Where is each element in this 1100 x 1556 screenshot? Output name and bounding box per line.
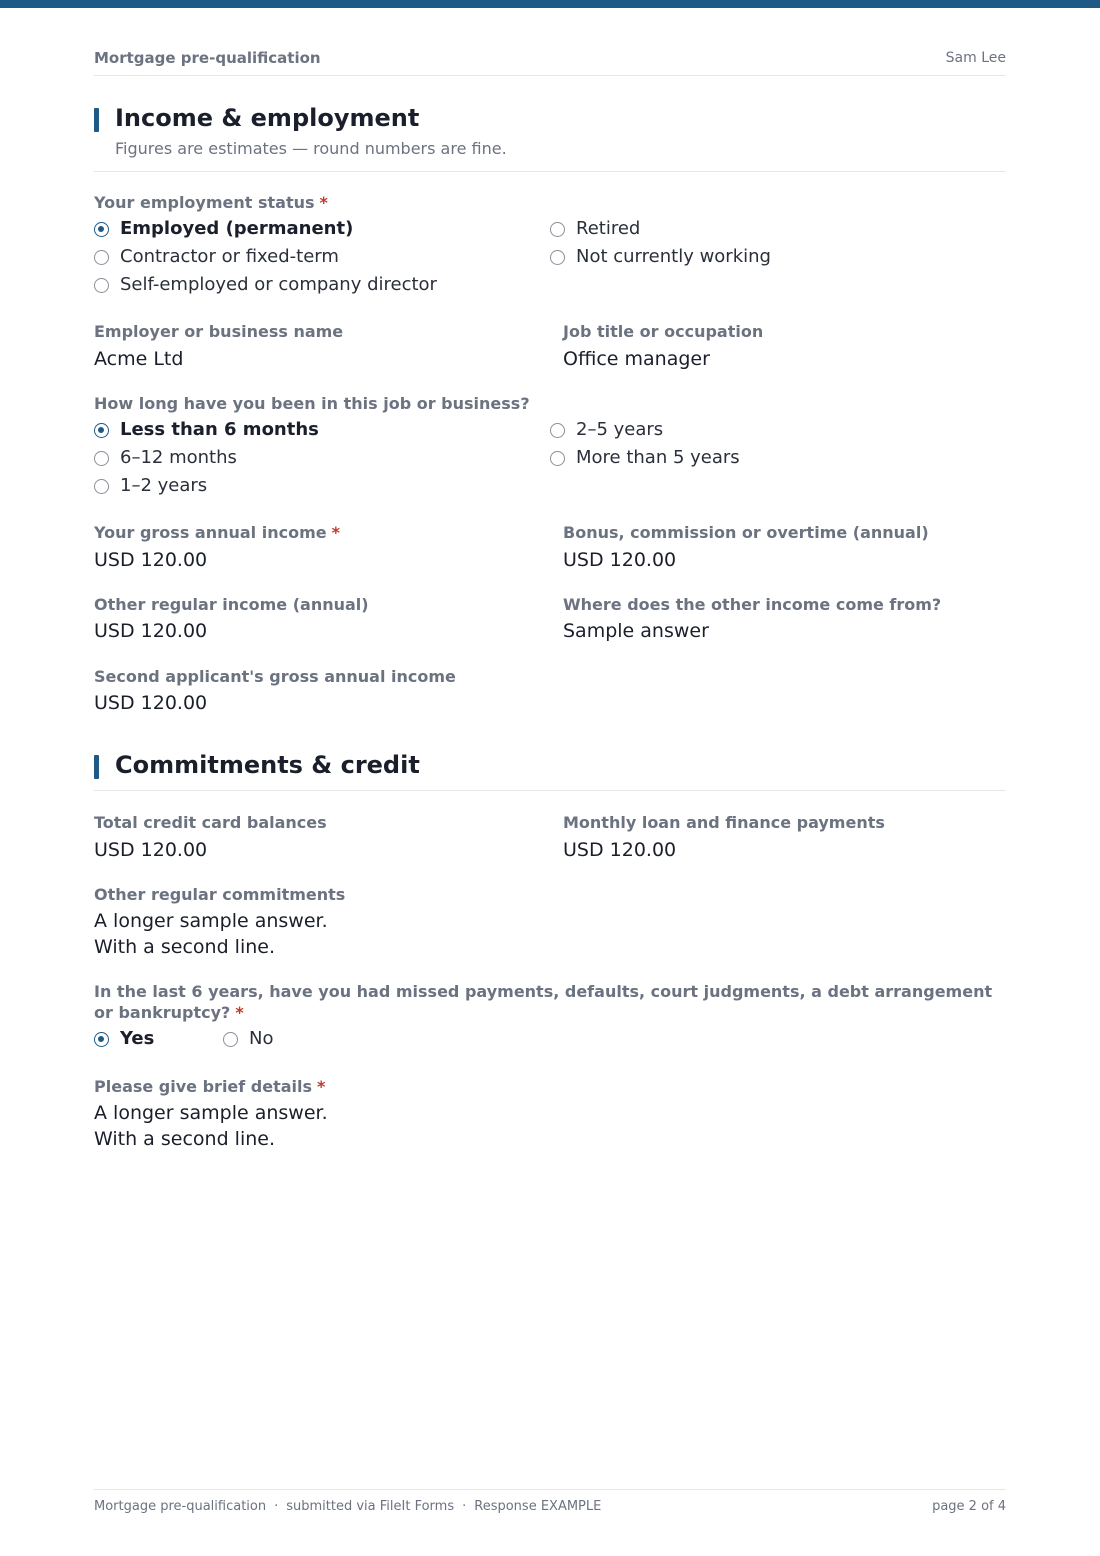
- details-value-line1: A longer sample answer.: [94, 1102, 328, 1124]
- form-page: Mortgage pre-qualification Sam Lee Income & employment Figures are estimates — round numbers are fine. Your employment status * Employed (permanent) Contractor or fixed-term Self-employed or company director Retired Not currently working Employer or business name Acme Ltd Job title or occupation Office manager How long have you been in this job or business? Less than 6 months 6–12 months 1–2 years 2–5 years More than 5 years Your gross annual income * USD 120.00 Bonus, commission or overtime (annual) USD 120.00 Other regular income (annual) USD 120.00 Where does the other income come from? Sample answer Second applicant's gross annual income USD 120.00 Commitments & credit Total credit card balances USD 120.00 Monthly loan and finance payments USD 120.00 Other regular commitments A longer sample answer. With a second line. In the last 6 years, have you had missed payments, defaults, court judgments, a debt arrangement or bankruptcy? * Yes No Please give brief details * A longer sample answer. With a second line. Mortgage pre-qualification · submitted via FileIt Forms · Response EXAMPLE page 2 of 4: [94, 49, 1006, 1514]
- radio-icon[interactable]: [550, 423, 565, 438]
- page-number: page 2 of 4: [932, 1499, 1006, 1514]
- page-header: [94, 48, 1006, 76]
- section-divider: [94, 171, 1006, 172]
- radio-icon[interactable]: [550, 222, 565, 237]
- employment-status-label: Your employment status *: [94, 193, 328, 212]
- form-title: Mortgage pre-qualification: [94, 49, 321, 67]
- credit-card-balances-label: Total credit card balances: [94, 813, 327, 832]
- other-commitments-label: Other regular commitments: [94, 885, 346, 904]
- other-income-source-value: Sample answer: [563, 620, 709, 642]
- radio-icon[interactable]: [223, 1032, 238, 1047]
- other-income-value: USD 120.00: [94, 620, 208, 642]
- employer-value: Acme Ltd: [94, 348, 184, 370]
- radio-icon[interactable]: [550, 451, 565, 466]
- bonus-income-label: Bonus, commission or overtime (annual): [563, 523, 929, 542]
- section-divider: [94, 790, 1006, 791]
- bonus-income-value: USD 120.00: [563, 549, 677, 571]
- details-label: Please give brief details *: [94, 1077, 326, 1096]
- loan-payments-label: Monthly loan and finance payments: [563, 813, 885, 832]
- loan-payments-value: USD 120.00: [563, 839, 677, 861]
- tenure-label: How long have you been in this job or business?: [94, 394, 530, 413]
- radio-icon[interactable]: [550, 250, 565, 265]
- page-footer: [94, 1489, 1006, 1514]
- required-marker: *: [331, 523, 340, 542]
- radio-icon[interactable]: [94, 250, 109, 265]
- section-subtitle: Figures are estimates — round numbers are fine.: [115, 139, 507, 158]
- required-marker: *: [319, 193, 328, 212]
- radio-selected-icon[interactable]: [94, 1032, 109, 1047]
- second-applicant-income-value: USD 120.00: [94, 692, 208, 714]
- radio-icon[interactable]: [94, 278, 109, 293]
- section-accent-bar: [94, 755, 99, 779]
- gross-income-value: USD 120.00: [94, 549, 208, 571]
- required-marker: *: [235, 1003, 244, 1022]
- other-income-source-label: Where does the other income come from?: [563, 595, 942, 614]
- credit-issues-label: In the last 6 years, have you had missed payments, defaults, court judgments, a debt arrangement or bankruptcy? *: [94, 982, 993, 1022]
- other-commitments-value-line2: With a second line.: [94, 936, 275, 958]
- section-title: Commitments & credit: [115, 751, 420, 779]
- applicant-name: Sam Lee: [945, 50, 1006, 66]
- other-income-label: Other regular income (annual): [94, 595, 369, 614]
- gross-income-label: Your gross annual income *: [94, 523, 340, 542]
- radio-selected-icon[interactable]: [94, 423, 109, 438]
- section-accent-bar: [94, 108, 99, 132]
- employer-label: Employer or business name: [94, 322, 344, 341]
- section-title: Income & employment: [115, 104, 420, 132]
- other-commitments-value-line1: A longer sample answer.: [94, 910, 328, 932]
- radio-selected-icon[interactable]: [94, 222, 109, 237]
- credit-card-balances-value: USD 120.00: [94, 839, 208, 861]
- job-title-label: Job title or occupation: [563, 322, 764, 341]
- required-marker: *: [317, 1077, 326, 1096]
- radio-icon[interactable]: [94, 479, 109, 494]
- radio-icon[interactable]: [94, 451, 109, 466]
- footer-info: Mortgage pre-qualification · submitted via FileIt Forms · Response EXAMPLE: [94, 1499, 602, 1514]
- job-title-value: Office manager: [563, 348, 710, 370]
- second-applicant-income-label: Second applicant's gross annual income: [94, 667, 456, 686]
- details-value-line2: With a second line.: [94, 1128, 275, 1150]
